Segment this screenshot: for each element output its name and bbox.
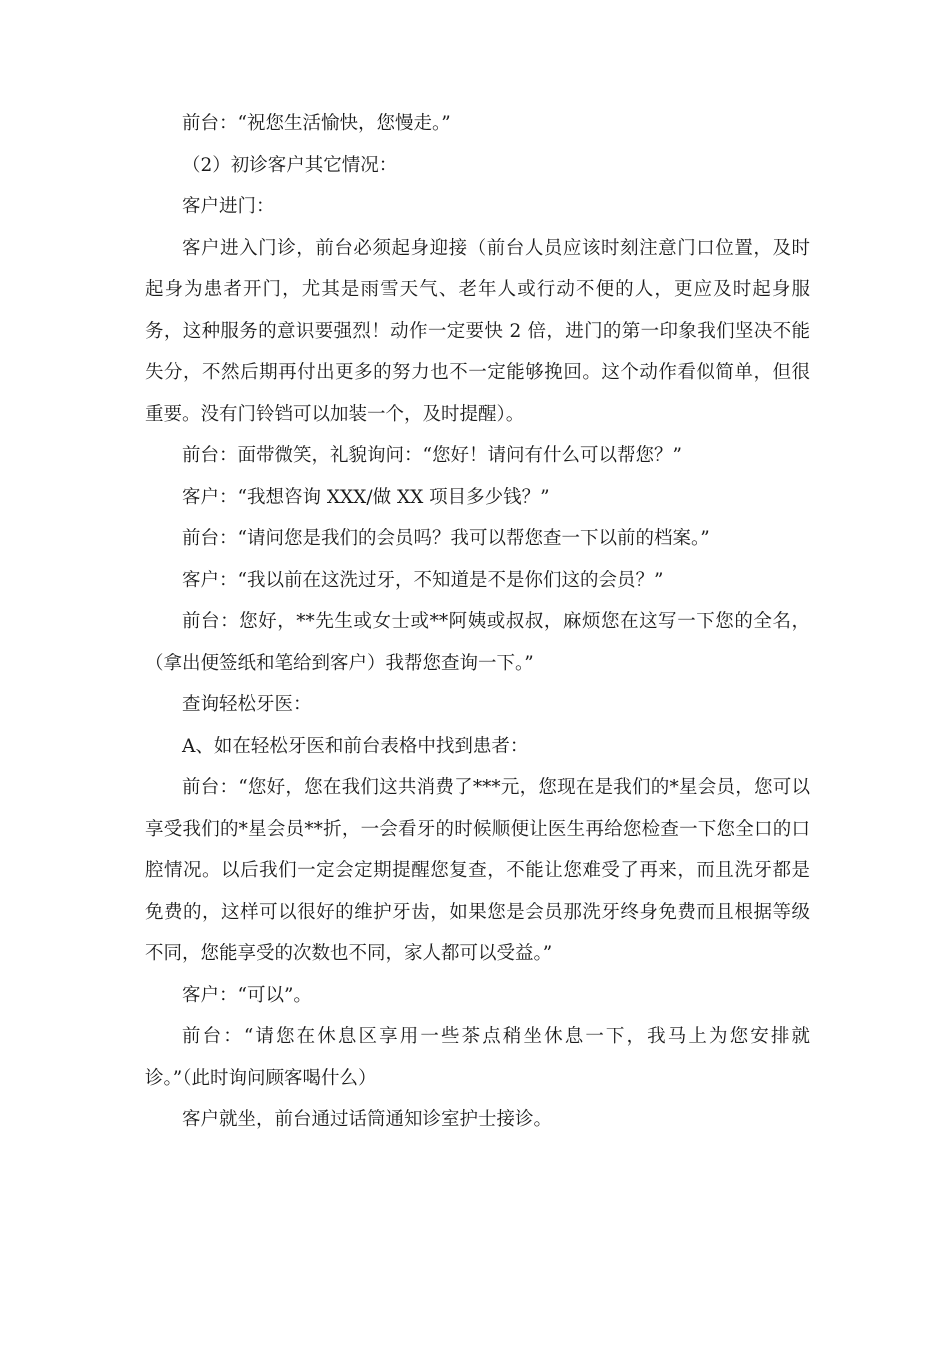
paragraph-rest-area: 前台：“请您在休息区享用一些茶点稍坐休息一下，我马上为您安排就诊。”（此时询问顾客喝什么） [145, 1026, 810, 1089]
paragraph-customer-agrees: 客户：“可以”。 [182, 984, 312, 1006]
document-body [145, 103, 810, 1141]
paragraph-greeting-rules: 客户进入门诊，前台必须起身迎接（前台人员应该时刻注意门口位置，及时起身为患者开门，尤其是雨雪天气、老年人或行动不便的人，更应及时起身服务，这种服务的意识要强烈！动作一定要快 2 倍，进门的第一印象我们坚决不能失分，不然后期再付出更多的努力也不一定能够挽回。这个动作看似简单，但很重要。没有门铃铛可以加装一个，及时提醒）。 [145, 237, 810, 425]
paragraph-front-desk-greeting: 前台：面带微笑，礼貌询问：“您好！请问有什么可以帮您？” [182, 445, 682, 466]
paragraph-notify-nurse: 客户就坐，前台通过话筒通知诊室护士接诊。 [182, 1109, 553, 1130]
paragraph-customer-reply: 客户：“我以前在这洗过牙，不知道是不是你们这的会员？” [182, 569, 664, 591]
paragraph-customer-enters: 客户进门： [182, 196, 275, 217]
paragraph-member-check: 前台：“请问您是我们的会员吗？我可以帮您查一下以前的档案。” [182, 528, 710, 549]
paragraph-lookup-heading: 查询轻松牙医： [182, 694, 312, 715]
paragraph-ask-name: 前台：您好，**先生或女士或**阿姨或叔叔，麻烦您在这写一下您的全名，（拿出便签纸和笔给到客户）我帮您查询一下。” [145, 611, 810, 674]
paragraph-customer-inquiry: 客户：“我想咨询 XXX/做 XX 项目多少钱？” [182, 486, 550, 508]
paragraph-case-a: A、如在轻松牙医和前台表格中找到患者： [182, 735, 529, 757]
paragraph-farewell: 前台：“祝您生活愉快，您慢走。” [182, 113, 451, 134]
paragraph-member-benefits: 前台：“您好，您在我们这共消费了***元，您现在是我们的*星会员，您可以享受我们的*星会员**折，一会看牙的时候顺便让医生再给您检查一下您全口的口腔情况。以后我们一定会定期提醒您复查，不能让您难受了再来，而且洗牙都是免费的，这样可以很好的维护牙齿，如果您是会员那洗牙终身免费而且根据等级不同，您能享受的次数也不同，家人都可以受益。” [145, 777, 810, 964]
paragraph-section-heading: （2）初诊客户其它情况： [182, 154, 398, 176]
